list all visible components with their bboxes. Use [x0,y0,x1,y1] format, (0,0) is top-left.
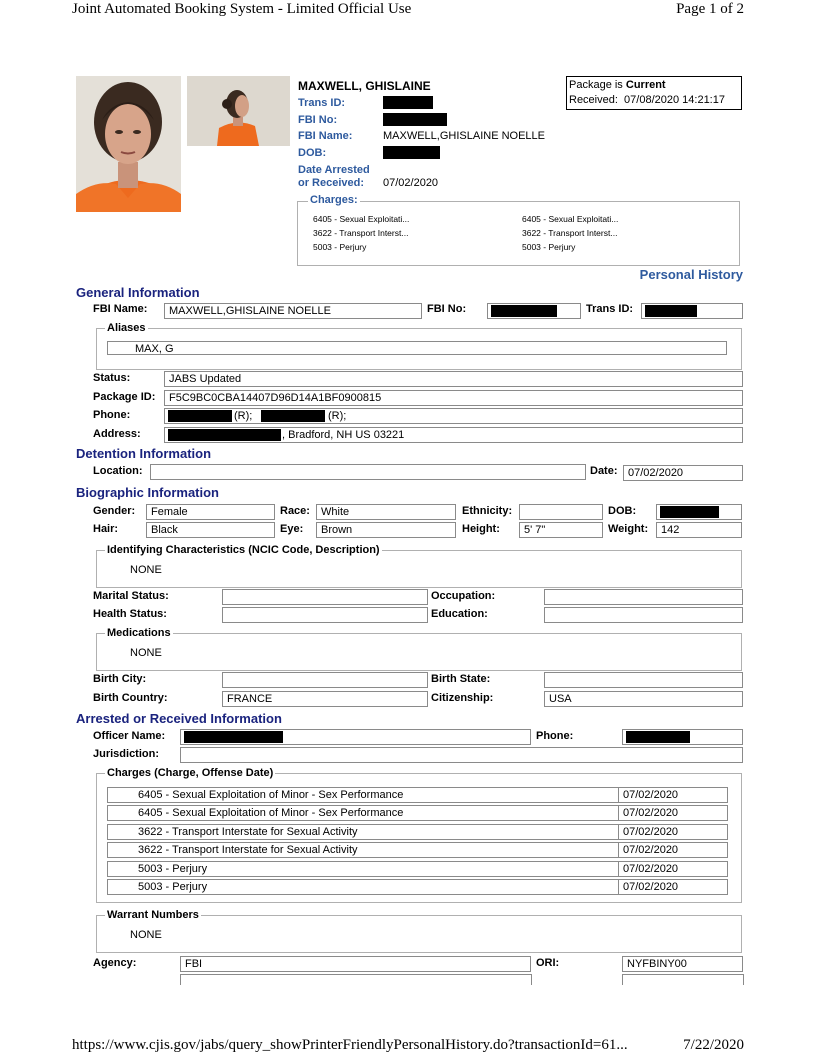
location-field [150,464,586,480]
arrest-charges-label: Charges (Charge, Offense Date) [107,767,274,779]
officer-name-label: Officer Name: [93,730,166,742]
gender-field: Female [146,504,275,520]
detention-information-title: Detention Information [76,446,212,461]
weight-label: Weight: [608,523,649,535]
redaction [383,96,433,109]
general-trans-id-label: Trans ID: [586,303,634,315]
birth-country-field: FRANCE [222,691,428,707]
received-value: 07/08/2020 14:21:17 [624,94,725,106]
medications-label: Medications [107,627,171,639]
phone-label: Phone: [93,409,131,421]
arrest-charge-row: 3622 - Transport Interstate for Sexual Activity [107,842,641,858]
race-label: Race: [280,505,310,517]
summary-charge-left: 6405 - Sexual Exploitati... [313,214,410,224]
eye-label: Eye: [280,523,304,535]
footer-date: 7/22/2020 [683,1037,744,1053]
redaction [626,731,690,743]
package-id-label: Package ID: [93,391,156,403]
occupation-label: Occupation: [431,590,496,602]
summary-charge-right: 3622 - Transport Interst... [522,228,618,238]
footer-url: https://www.cjis.gov/jabs/query_showPrinterFriendlyPersonalHistory.do?transactionId=61... [72,1037,628,1053]
medications-box [96,633,742,671]
ori-field: NYFBINY00 [622,956,743,972]
summary-fbi-no-label: FBI No: [298,114,338,126]
redaction [660,506,719,518]
phone-type-1: (R); [234,410,253,422]
location-label: Location: [93,465,143,477]
birth-city-label: Birth City: [93,673,147,685]
weight-field: 142 [656,522,742,538]
page-number: Page 1 of 2 [676,1,744,17]
arrest-charge-date: 07/02/2020 [618,787,728,803]
address-label: Address: [93,428,141,440]
gender-label: Gender: [93,505,136,517]
summary-charges-label: Charges: [310,194,358,206]
education-field [544,607,743,623]
citizenship-label: Citizenship: [431,692,494,704]
redaction [261,410,325,422]
redaction [383,146,440,159]
arrested-information-title: Arrested or Received Information [76,711,282,726]
summary-charge-right: 5003 - Perjury [522,242,576,252]
identifying-characteristics-label: Identifying Characteristics (NCIC Code, Description) [107,544,380,556]
redaction [645,305,697,317]
aliases-label: Aliases [107,322,146,334]
detention-date-label: Date: [590,465,618,477]
redaction [184,731,283,743]
package-status-prefix: Package is [569,79,626,91]
phone-type-2: (R); [328,410,347,422]
summary-or-received-label: or Received: [298,177,365,189]
height-label: Height: [462,523,500,535]
identifying-characteristics-value: NONE [130,564,162,576]
cutoff-field [180,974,532,985]
summary-trans-id-label: Trans ID: [298,97,346,109]
occupation-field [544,589,743,605]
front-photo [76,76,181,212]
general-information-title: General Information [76,285,200,300]
summary-fbi-name-label: FBI Name: [298,130,353,142]
personal-history-title: Personal History [639,267,743,282]
ethnicity-label: Ethnicity: [462,505,513,517]
status-field: JABS Updated [164,371,743,387]
jurisdiction-label: Jurisdiction: [93,748,160,760]
arrest-charge-row: 5003 - Perjury [107,861,641,877]
education-label: Education: [431,608,488,620]
eye-field: Brown [316,522,456,538]
arrest-charge-date: 07/02/2020 [618,842,728,858]
redaction [168,429,281,441]
detention-date-field: 07/02/2020 [623,465,743,481]
arrest-charge-row: 6405 - Sexual Exploitation of Minor - Sex Performance [107,787,641,803]
redaction [383,113,447,126]
summary-dob-label: DOB: [298,147,327,159]
height-field: 5' 7" [519,522,603,538]
arrest-charge-date: 07/02/2020 [618,879,728,895]
jurisdiction-field [180,747,743,763]
birth-state-label: Birth State: [431,673,491,685]
ori-label: ORI: [536,957,560,969]
agency-field: FBI [180,956,531,972]
biographic-information-title: Biographic Information [76,485,219,500]
summary-date-arrested-label: Date Arrested [298,164,370,176]
hair-field: Black [146,522,275,538]
package-id-field: F5C9BC0CBA14407D96D14A1BF0900815 [164,390,743,406]
status-label: Status: [93,372,131,384]
subject-name: MAXWELL, GHISLAINE [298,79,431,93]
arrest-charge-row: 5003 - Perjury [107,879,641,895]
summary-charge-left: 3622 - Transport Interst... [313,228,409,238]
medications-value: NONE [130,647,162,659]
health-status-label: Health Status: [93,608,167,620]
received-label: Received: [569,94,618,106]
birth-country-label: Birth Country: [93,692,168,704]
summary-charge-right: 6405 - Sexual Exploitati... [522,214,619,224]
redaction [491,305,557,317]
marital-status-field [222,589,428,605]
birth-state-field [544,672,743,688]
officer-phone-label: Phone: [536,730,574,742]
arrest-charge-date: 07/02/2020 [618,805,728,821]
alias-field: MAX, G [107,341,727,355]
ethnicity-field [519,504,603,520]
profile-photo [187,76,290,146]
summary-charge-left: 5003 - Perjury [313,242,367,252]
cutoff-field [622,974,744,985]
agency-label: Agency: [93,957,137,969]
bio-dob-label: DOB: [608,505,637,517]
summary-date-arrested: 07/02/2020 [383,177,439,189]
arrest-charge-row: 3622 - Transport Interstate for Sexual Activity [107,824,641,840]
birth-city-field [222,672,428,688]
warrant-numbers-value: NONE [130,929,162,941]
warrant-numbers-label: Warrant Numbers [107,909,199,921]
arrest-charge-date: 07/02/2020 [618,861,728,877]
general-fbi-name-label: FBI Name: [93,303,148,315]
package-status-box [566,76,742,110]
general-fbi-name-field: MAXWELL,GHISLAINE NOELLE [164,303,422,319]
arrest-charge-row: 6405 - Sexual Exploitation of Minor - Sex Performance [107,805,641,821]
page-header-title: Joint Automated Booking System - Limited Official Use [72,1,412,17]
race-field: White [316,504,456,520]
health-status-field [222,607,428,623]
general-fbi-no-label: FBI No: [427,303,467,315]
arrest-charge-date: 07/02/2020 [618,824,728,840]
redaction [168,410,232,422]
citizenship-field: USA [544,691,743,707]
address-value: , Bradford, NH US 03221 [282,429,405,441]
marital-status-label: Marital Status: [93,590,169,602]
package-status: Current [625,79,666,91]
summary-fbi-name: MAXWELL,GHISLAINE NOELLE [383,130,545,142]
hair-label: Hair: [93,523,119,535]
